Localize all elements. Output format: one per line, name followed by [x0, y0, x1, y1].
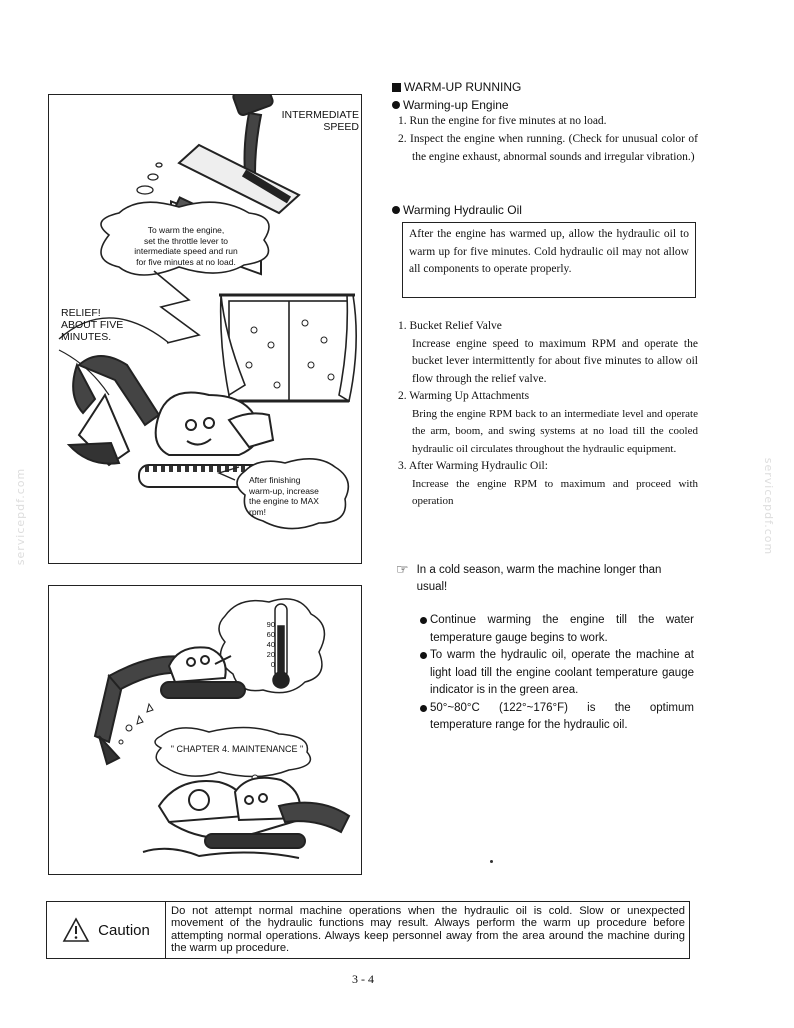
round-bullet-icon [392, 206, 400, 214]
step-3-title: 3. After Warming Hydraulic Oil: [398, 460, 548, 472]
steps-list [398, 318, 698, 511]
bullet-item-3 [420, 700, 694, 735]
label-intermediate-speed: INTERMEDIATE SPEED [281, 109, 359, 133]
section-title-text: WARM-UP RUNNING [404, 80, 522, 94]
gauge-label-60: 60 [266, 630, 275, 639]
gauge-label-40: 40 [266, 640, 275, 649]
step-1-title: 1. Bucket Relief Valve [398, 320, 502, 332]
gauge-label-20: 20 [266, 650, 275, 659]
round-bullet-icon [420, 705, 427, 712]
step-3-text: Increase the engine RPM to maximum and proceed with operation [412, 477, 698, 507]
illustration-maintenance [49, 586, 361, 874]
gauge-labels [253, 620, 275, 670]
engine-item-2: 2. Inspect the engine when running. (Check for unusual color of the engine exhaust, abnormal sounds and irregular vibration.) [398, 133, 698, 163]
caution-label-cell [47, 902, 166, 958]
step-1-text: Increase engine speed to maximum RPM and operate the bucket lever intermittently for about five minutes to allow oil flow through the relief valve. [412, 337, 698, 385]
gauge-label-0: 0 [270, 660, 275, 669]
caution-text: Do not attempt normal machine operations when the hydraulic oil is cold. Slow or unexpected movement of the hydraulic functions may result. Always perform the warm up procedure before attempting normal operations. Always keep personnel away from the area around the machine during the warm up procedure. [171, 905, 685, 955]
illustration-maintenance-frame [48, 585, 362, 875]
bubble-warm-text: To warm the engine, set the throttle lever to intermediate speed and run for five minutes at no load. [134, 225, 238, 267]
section-title [392, 80, 521, 94]
pointing-hand-icon: ☞ [396, 562, 409, 578]
square-bullet-icon [392, 83, 401, 92]
gauge-label-90: 90 [266, 620, 275, 629]
illustration-warmup-frame [48, 94, 362, 564]
relief-text: RELIEF! ABOUT FIVE MINUTES. [61, 307, 124, 343]
stray-dot [490, 860, 493, 863]
engine-heading [392, 98, 509, 112]
page-number: 3-4 [352, 972, 377, 986]
bullet-text-2: To warm the hydraulic oil, operate the machine at light load till the engine coolant temperature gauge indicator is in the green area. [430, 649, 694, 696]
bubble-finish-text: After finishing warm-up, increase the engine to MAX rpm! [249, 475, 319, 517]
watermark-right: servicepdf.com [762, 457, 776, 556]
watermark-left: servicepdf.com [14, 467, 28, 566]
engine-item-1: 1. Run the engine for five minutes at no load. [398, 115, 607, 127]
round-bullet-icon [392, 101, 400, 109]
bullet-item-1 [420, 612, 694, 647]
caution-label: Caution [98, 921, 150, 939]
mechanic-excavator-icon [143, 778, 349, 858]
tip-note [396, 562, 696, 596]
step-2-title: 2. Warming Up Attachments [398, 390, 530, 402]
bullet-list [420, 612, 694, 735]
warning-triangle-icon [62, 917, 90, 943]
step-2-text: Bring the engine RPM back to an intermediate level and operate the arm, boom, and swing systems at no load till the cooled hydraulic oil circulates throughout the hydraulic equipment. [412, 407, 698, 455]
hydraulic-note-box [402, 222, 696, 298]
round-bullet-icon [420, 652, 427, 659]
hydraulic-heading-text: Warming Hydraulic Oil [403, 203, 522, 217]
chapter-maintenance-label: " CHAPTER 4. MAINTENANCE " [170, 744, 304, 754]
bullet-item-2 [420, 647, 694, 700]
caution-box [46, 901, 690, 959]
round-bullet-icon [420, 617, 427, 624]
bullet-text-1: Continue warming the engine till the water temperature gauge begins to work. [430, 614, 694, 644]
thermometer-icon [273, 604, 289, 688]
window-icon [219, 295, 356, 401]
hydraulic-heading [392, 203, 522, 217]
bullet-text-3: 50°~80°C (122°~176°F) is the optimum temperature range for the hydraulic oil. [430, 701, 694, 731]
engine-heading-text: Warming-up Engine [403, 98, 509, 112]
hydraulic-note-text: After the engine has warmed up, allow the hydraulic oil to warm up for five minutes. Cold hydraulic oil may not allow all components to operate properly. [409, 228, 689, 275]
tip-text: In a cold season, warm the machine longer than usual! [416, 564, 662, 593]
